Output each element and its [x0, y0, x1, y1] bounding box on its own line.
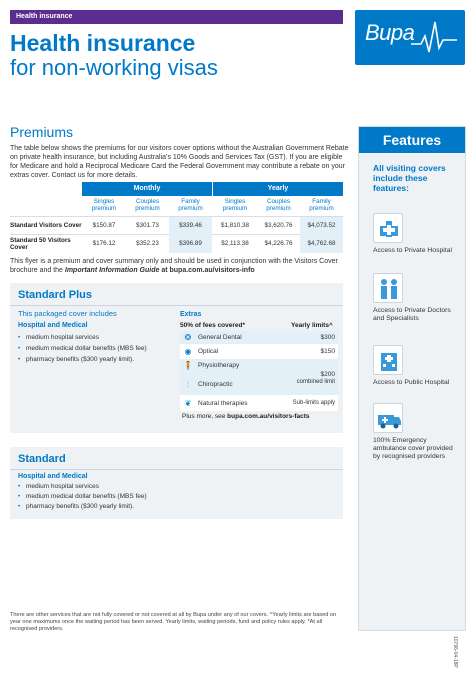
- flyer-note: [10, 257, 350, 275]
- extras-value: $150: [320, 348, 335, 355]
- extras-more: [182, 413, 310, 420]
- standard-plus-heading: Standard Plus: [18, 289, 92, 301]
- feature-text: Access to Private Hospital: [373, 247, 452, 254]
- list-item: • medium hospital services: [18, 483, 318, 491]
- col-monthly-singles: Singles premium: [91, 198, 117, 212]
- features-panel: [358, 126, 466, 631]
- extras-label: Natural therapies: [198, 400, 248, 407]
- extras-label: Chiropractic: [198, 381, 233, 388]
- list-item: • medium medical dollar benefits (MBS fee): [18, 345, 158, 353]
- doctors-icon: [373, 273, 403, 303]
- feature-text: Access to Private Doctors and Specialists: [373, 307, 451, 322]
- feature-text: Access to Public Hospital: [373, 379, 450, 386]
- table-cell: $4,762.68: [300, 235, 343, 253]
- hospital-list: [18, 334, 158, 367]
- hospital-building-icon: [373, 345, 403, 375]
- band-yearly: Yearly: [213, 182, 343, 196]
- list-item: • medium medical dollar benefits (MBS fee): [18, 493, 318, 501]
- table-cell: $396.89: [169, 235, 212, 253]
- category-bar: [10, 10, 343, 24]
- extras-value: $300: [320, 334, 335, 341]
- table-row: [10, 234, 343, 252]
- flyer-note-at: at: [159, 267, 170, 274]
- flyer-note-text: This flyer is a premium and cover summary only and should be used in conjunction with the Visitors Cover brochure and the: [10, 258, 338, 274]
- physio-icon: 🧍: [183, 361, 193, 370]
- premiums-intro: The table below shows the premiums for our visitors cover options without the Australian Government Rebate on private health insurance, but including Australia’s 10% Goods and Services Tax (GST). If you are eligible for Medicare and hold a Reciprocal Medicare Card the Federal Government may contribute a rebate on your extras cover. Contact us for more details.: [10, 145, 349, 179]
- list-item: • pharmacy benefits ($300 yearly limit).: [18, 503, 318, 511]
- eye-icon: ◉: [184, 347, 192, 356]
- ambulance-icon: [373, 403, 403, 433]
- extras-heading: Extras: [180, 311, 202, 318]
- standard-heading: Standard: [18, 453, 66, 465]
- list-item: • pharmacy benefits ($300 yearly limit).: [18, 356, 158, 364]
- table-cell: $150.87: [92, 222, 116, 229]
- extras-covered-label: 50% of fees covered*: [180, 322, 246, 329]
- features-heading: Features: [359, 127, 465, 153]
- leaf-icon: ❦: [184, 399, 192, 408]
- hospital-medical-heading: Hospital and Medical: [18, 473, 88, 480]
- col-yearly-singles: Singles premium: [222, 198, 248, 212]
- category-label: Health insurance: [16, 13, 73, 20]
- extras-value: combined limit: [296, 379, 335, 385]
- premiums-heading: Premiums: [10, 124, 74, 140]
- heartbeat-icon: [411, 18, 457, 58]
- premiums-table: [10, 182, 343, 252]
- page-subtitle: for non-working visas: [10, 55, 218, 80]
- footnote: There are other services that are not fully covered or not covered at all by Bupa under any of our covers. ^Yearly limits are based on year one maximums once the waiting period has been served. Yearly limits, waiting periods, fund and policy rules apply. *At all recognised providers.: [10, 612, 337, 632]
- extras-label: Optical: [198, 348, 219, 355]
- features-subheading: All visiting covers include these features:: [373, 163, 446, 193]
- feature-item: [373, 213, 457, 255]
- tooth-icon: ❂: [184, 333, 192, 342]
- spine-icon: ⫶: [187, 380, 189, 389]
- table-cell: $4,073.52: [300, 217, 343, 235]
- table-cell: $176.12: [92, 240, 116, 247]
- guide-name: Important Information Guide: [64, 267, 160, 274]
- extras-table: [180, 331, 338, 411]
- table-cell: $4,226.76: [264, 240, 293, 247]
- col-yearly-couples: Couples premium: [266, 198, 291, 212]
- row-label: Standard 50 Visitors Cover: [10, 236, 71, 251]
- visitors-facts-link[interactable]: bupa.com.au/visitors-facts: [227, 413, 310, 420]
- table-cell: $2,113.38: [221, 240, 249, 247]
- standard-plus-panel: [10, 283, 343, 433]
- feature-text: 100% Emergency ambulance cover provided by recognised providers: [373, 437, 453, 460]
- feature-item: [373, 403, 457, 461]
- extras-label: General Dental: [198, 334, 242, 341]
- feature-item: [373, 273, 457, 323]
- col-monthly-couples: Couples premium: [135, 198, 160, 212]
- col-yearly-family: Family premium: [309, 198, 334, 212]
- bupa-logo: [355, 10, 465, 65]
- list-item: • medium hospital services: [18, 334, 158, 342]
- col-monthly-family: Family premium: [178, 198, 203, 212]
- extras-limits-label: Yearly limits^: [291, 322, 333, 329]
- feature-item: [373, 345, 457, 387]
- visitors-info-link[interactable]: bupa.com.au/visitors-info: [169, 267, 255, 274]
- extras-more-prefix: Plus more, see: [182, 413, 228, 420]
- table-cell: $3,620.76: [264, 222, 293, 229]
- hospital-list: [18, 483, 318, 513]
- extras-value: $200: [320, 371, 335, 378]
- table-cell: $339.46: [169, 217, 212, 235]
- page-title: Health insurance: [10, 30, 196, 56]
- hospital-medical-heading: Hospital and Medical: [18, 322, 88, 329]
- standard-plus-subheading: This packaged cover includes: [18, 309, 117, 318]
- standard-panel: [10, 447, 343, 519]
- band-monthly: Monthly: [82, 182, 212, 196]
- table-cell: $301.73: [136, 222, 159, 229]
- table-cell: $1,810.38: [220, 222, 249, 229]
- table-cell: $352.23: [136, 240, 159, 247]
- extras-label: Physiotherapy: [198, 362, 240, 369]
- row-label: Standard Visitors Cover: [10, 222, 82, 229]
- hospital-bed-icon: [373, 213, 403, 243]
- table-row: [10, 216, 343, 234]
- logo-text: Bupa: [365, 20, 415, 45]
- extras-value: Sub-limits apply: [292, 400, 335, 406]
- document-code: 10796-04-18P: [452, 636, 458, 668]
